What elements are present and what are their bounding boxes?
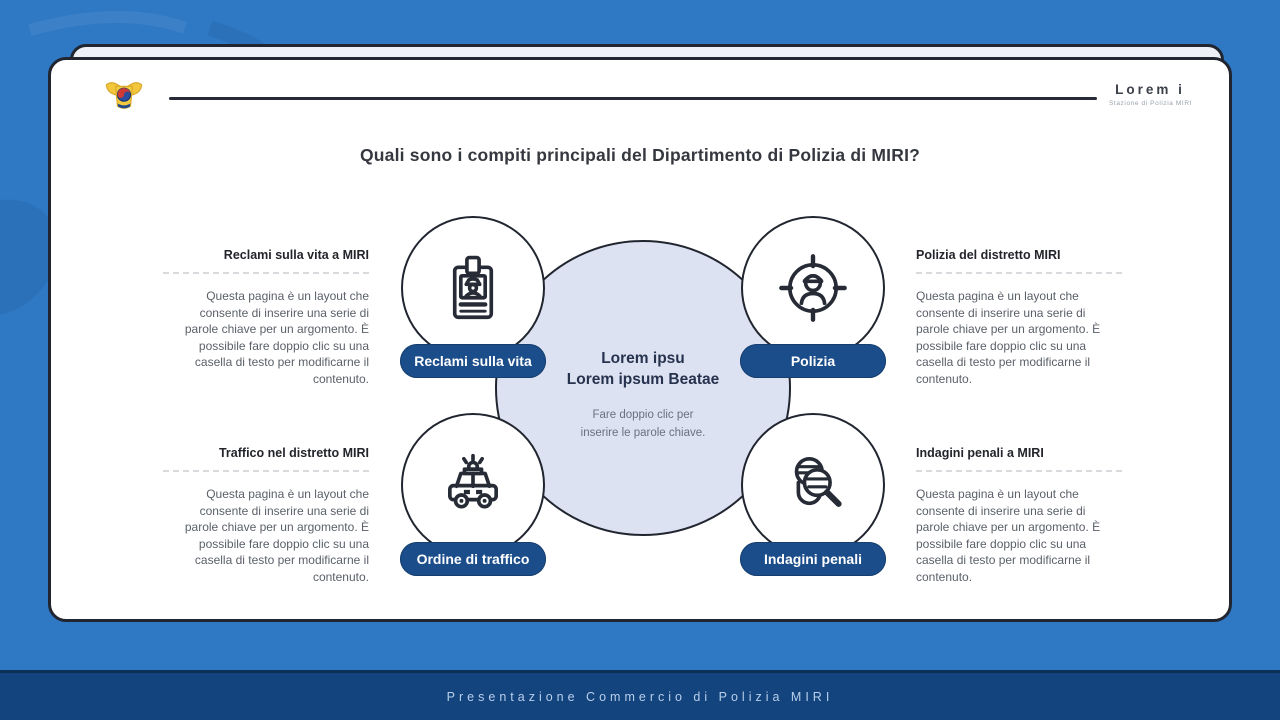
center-heading-line2: Lorem ipsum Beatae xyxy=(566,371,720,388)
center-heading-line1: Lorem ipsu xyxy=(601,350,685,367)
center-instruction xyxy=(581,406,706,442)
panel-heading[interactable]: Traffico nel distretto MIRI xyxy=(218,446,369,460)
panel-body[interactable]: Questa pagina è un layout che consente di inserire una serie di parole chiave per un argomento. È possibile fare doppio clic su una casella di testo per modificarne il contenuto. xyxy=(184,487,369,584)
info-panel-polizia xyxy=(916,248,1122,387)
keyword-button-indagini[interactable]: Indagini penali xyxy=(740,542,886,576)
panel-heading[interactable]: Reclami sulla vita a MIRI xyxy=(223,248,369,262)
keyword-button-reclami[interactable]: Reclami sulla vita xyxy=(400,344,546,378)
dashed-divider xyxy=(916,272,1122,274)
panel-body[interactable]: Questa pagina è un layout che consente di inserire una serie di parole chiave per un argomento. È possibile fare doppio clic su una casella di testo per modificarne il contenuto. xyxy=(916,487,1101,584)
brand-subtitle: Stazione di Polizia MIRI xyxy=(1109,100,1193,107)
footer-bar xyxy=(0,670,1280,720)
dashed-divider xyxy=(163,272,369,274)
footer-caption: Presentazione Commercio di Polizia MIRI xyxy=(446,689,834,704)
police-car-icon xyxy=(434,446,512,524)
dashed-divider xyxy=(163,470,369,472)
dashed-divider xyxy=(916,470,1122,472)
panel-heading[interactable]: Polizia del distretto MIRI xyxy=(916,248,1061,262)
id-badge-icon xyxy=(434,249,512,327)
panel-body[interactable]: Questa pagina è un layout che consente di inserire una serie di parole chiave per un argomento. È possibile fare doppio clic su una casella di testo per modificarne il contenuto. xyxy=(916,289,1101,386)
info-panel-reclami xyxy=(163,248,369,387)
magnifier-suspect-icon xyxy=(774,446,852,524)
keyword-button-polizia[interactable]: Polizia xyxy=(740,344,886,378)
panel-body[interactable]: Questa pagina è un layout che consente di inserire una serie di parole chiave per un argomento. È possibile fare doppio clic su una casella di testo per modificarne il contenuto. xyxy=(184,289,369,386)
brand-block xyxy=(1109,82,1191,107)
icon-circle-polizia xyxy=(741,216,885,360)
center-heading xyxy=(567,348,719,390)
keyword-button-traffico[interactable]: Ordine di traffico xyxy=(400,542,546,576)
info-panel-indagini xyxy=(916,446,1122,585)
center-instruction-line2: inserire le parole chiave. xyxy=(580,427,706,439)
info-panel-traffico xyxy=(163,446,369,585)
panel-heading[interactable]: Indagini penali a MIRI xyxy=(916,446,1044,460)
brand-title: Lorem i xyxy=(1115,82,1185,97)
icon-circle-traffico xyxy=(401,413,545,557)
header-divider-line xyxy=(169,97,1097,100)
police-badge-icon xyxy=(101,78,147,116)
icon-circle-indagini xyxy=(741,413,885,557)
slide-title[interactable]: Quali sono i compiti principali del Dipartimento di Polizia di MIRI? xyxy=(359,145,921,165)
target-suspect-icon xyxy=(774,249,852,327)
slide-card xyxy=(48,57,1232,622)
icon-circle-reclami xyxy=(401,216,545,360)
center-instruction-line1: Fare doppio clic per xyxy=(592,409,694,421)
